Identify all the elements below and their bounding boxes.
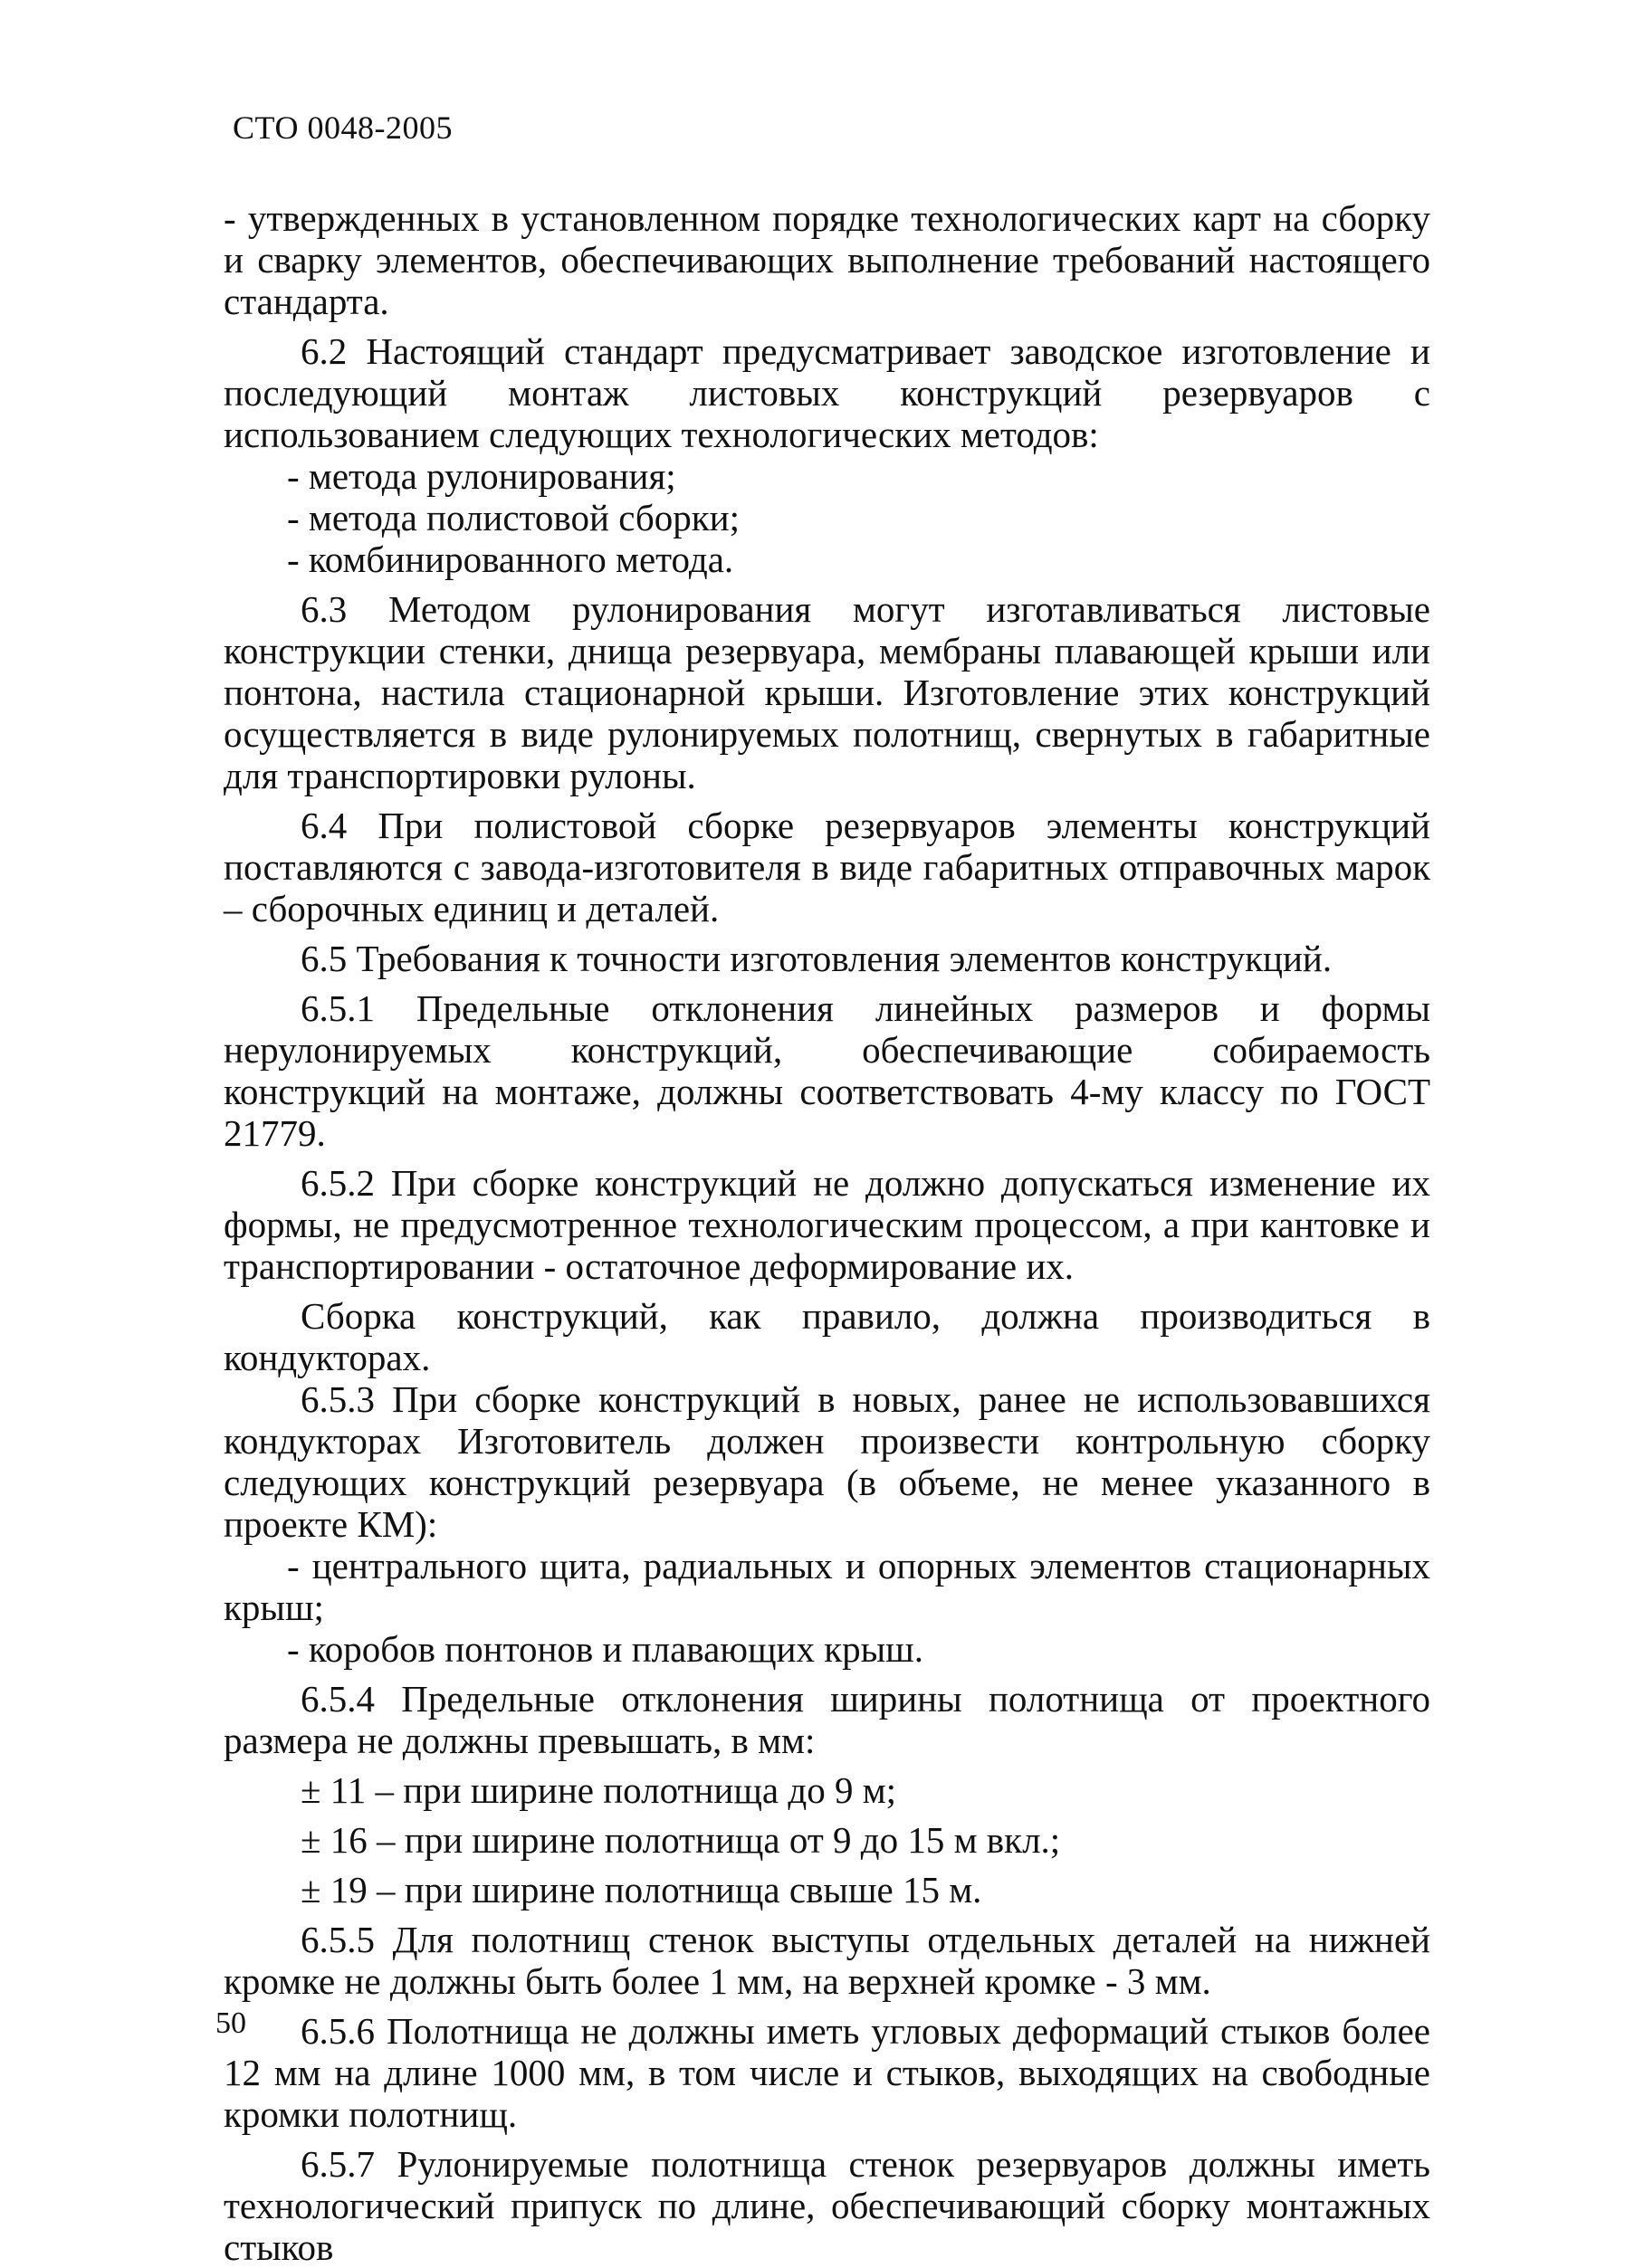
paragraph-list-item-tech-cards: - утвержденных в установленном порядке технологических карт на сборку и сварку элементов, обеспечивающих выполнение требований настоящего стандарта.	[224, 197, 1430, 322]
paragraph-assembly-in-jigs: Сборка конструкций, как правило, должна производиться в кондукторах.	[224, 1295, 1430, 1378]
tolerance-over-15m: ± 19 – при ширине полотнища свыше 15 м.	[301, 1869, 982, 1911]
paragraph-6-2: 6.2 Настоящий стандарт предусматривает заводское изготовление и последующий монтаж листовых конструкций резервуаров с использованием следующих технологических методов:	[224, 330, 1430, 455]
paragraph-6-4: 6.4 При полистовой сборке резервуаров элементы конструкций поставляются с завода-изготовителя в виде габаритных отправочных марок – сборочных единиц и деталей.	[224, 805, 1430, 929]
paragraph-6-5-6: 6.5.6 Полотнища не должны иметь угловых деформаций стыков более 12 мм на длине 1000 мм, в том числе и стыков, выходящих на свободные кромки полотнищ.	[224, 2010, 1430, 2135]
document-body	[224, 197, 1430, 2268]
paragraph-6-5: 6.5 Требования к точности изготовления элементов конструкций.	[301, 938, 1333, 979]
list-item-rolling-method: - метода рулонирования;	[287, 455, 676, 497]
page-number: 50	[215, 2006, 246, 2040]
document-code-header: СТО 0048-2005	[233, 110, 454, 146]
list-item-sheet-assembly-method: - метода полистовой сборки;	[287, 497, 741, 538]
list-item-combined-method: - комбинированного метода.	[287, 538, 734, 580]
paragraph-6-5-3: 6.5.3 При сборке конструкций в новых, ранее не использовавшихся кондукторах Изготовитель должен произвести контрольную сборку следующих конструкций резервуара (в объеме, не менее указанного в проекте КМ):	[224, 1378, 1430, 1545]
list-item-pontoon-boxes: - коробов понтонов и плавающих крыш.	[287, 1628, 924, 1670]
tolerance-9-to-15m: ± 16 – при ширине полотнища от 9 до 15 м вкл.;	[301, 1819, 1061, 1861]
paragraph-6-5-1: 6.5.1 Предельные отклонения линейных размеров и формы нерулонируемых конструкций, обеспечивающие собираемость конструкций на монтаже, должны соответствовать 4-му классу по ГОСТ 21779.	[224, 987, 1430, 1154]
paragraph-6-5-7: 6.5.7 Рулонируемые полотнища стенок резервуаров должны иметь технологический припуск по длине, обеспечивающий сборку монтажных стыков	[224, 2143, 1430, 2268]
list-item-central-shield: - центрального щита, радиальных и опорных элементов стационарных крыш;	[224, 1545, 1430, 1628]
paragraph-6-5-4: 6.5.4 Предельные отклонения ширины полотнища от проектного размера не должны превышать, в мм:	[224, 1678, 1430, 1761]
paragraph-6-5-2: 6.5.2 При сборке конструкций не должно допускаться изменение их формы, не предусмотренное технологическим процессом, а при кантовке и транспортировании - остаточное деформирование их.	[224, 1162, 1430, 1287]
tolerance-up-to-9m: ± 11 – при ширине полотнища до 9 м;	[301, 1769, 897, 1811]
paragraph-6-3: 6.3 Методом рулонирования могут изготавливаться листовые конструкции стенки, днища резервуара, мембраны плавающей крыши или понтона, настила стационарной крыши. Изготовление этих конструкций осуществляется в виде рулонируемых полотнищ, свернутых в габаритные для транспортировки рулоны.	[224, 588, 1430, 796]
paragraph-6-5-5: 6.5.5 Для полотнищ стенок выступы отдельных деталей на нижней кромке не должны быть более 1 мм, на верхней кромке - 3 мм.	[224, 1919, 1430, 2002]
